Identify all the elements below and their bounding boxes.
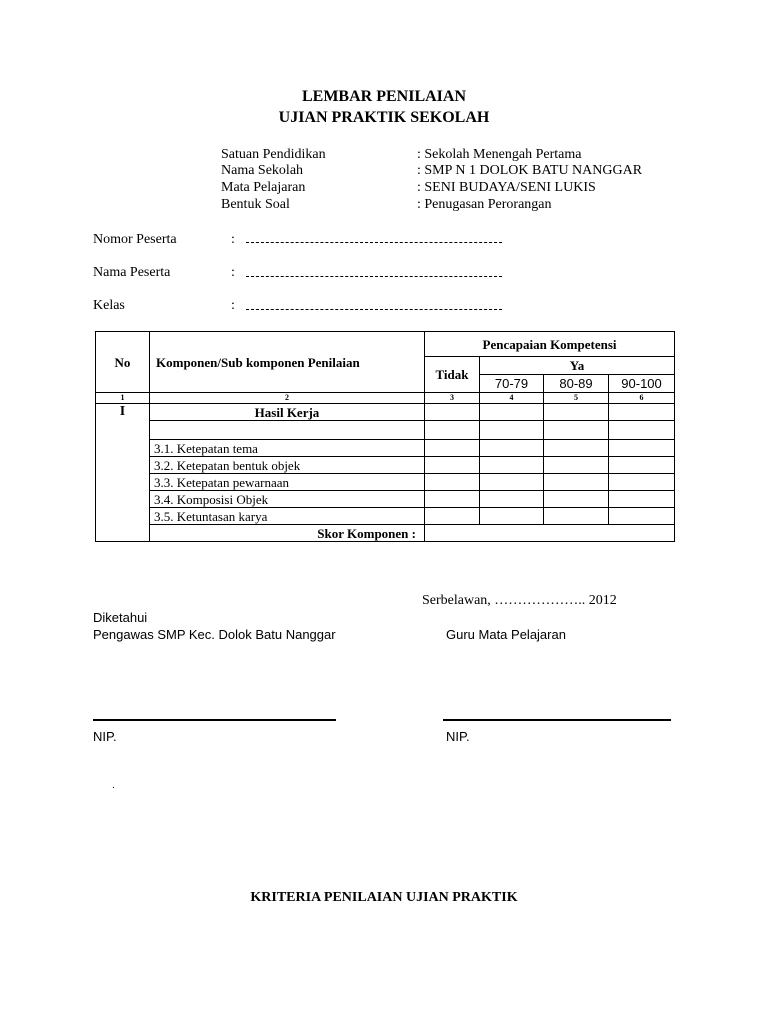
assessment-table xyxy=(95,331,675,542)
col-number-2: 2 xyxy=(150,393,425,404)
component-item: 3.1. Ketepatan tema xyxy=(150,440,425,457)
header-component: Komponen/Sub komponen Penilaian xyxy=(150,332,425,393)
table-row xyxy=(96,508,675,525)
score-label: Skor Komponen : xyxy=(150,525,425,542)
table-header-row-1 xyxy=(96,332,675,357)
kelas-colon: : xyxy=(231,298,235,313)
score-cell[interactable] xyxy=(609,404,675,421)
score-cell[interactable] xyxy=(544,404,609,421)
score-cell[interactable] xyxy=(425,491,480,508)
header-range-1: 70-79 xyxy=(480,375,544,393)
stray-dot: . xyxy=(112,780,115,791)
nama-peserta-colon: : xyxy=(231,265,235,280)
component-item: 3.4. Komposisi Objek xyxy=(150,491,425,508)
table-section-row xyxy=(96,404,675,421)
component-cell xyxy=(150,421,425,440)
info-value-bentuk: : Penugasan Perorangan xyxy=(417,197,552,212)
table-row xyxy=(96,491,675,508)
kelas-blank[interactable] xyxy=(246,309,502,310)
col-number-5: 5 xyxy=(544,393,609,404)
supervisor-label: Pengawas SMP Kec. Dolok Batu Nanggar xyxy=(93,627,336,642)
signature-line-right xyxy=(443,719,671,721)
score-cell[interactable] xyxy=(480,421,544,440)
info-label-mapel: Mata Pelajaran xyxy=(221,180,306,195)
score-cell[interactable] xyxy=(480,404,544,421)
criteria-title: KRITERIA PENILAIAN UJIAN PRAKTIK xyxy=(250,890,518,905)
header-range-3: 90-100 xyxy=(609,375,675,393)
info-value-satuan: : Sekolah Menengah Pertama xyxy=(417,147,582,162)
score-cell[interactable] xyxy=(544,457,609,474)
score-cell[interactable] xyxy=(480,457,544,474)
header-no: No xyxy=(96,332,150,393)
score-cell[interactable] xyxy=(544,440,609,457)
col-number-1: 1 xyxy=(96,393,150,404)
score-cell[interactable] xyxy=(480,474,544,491)
table-number-row xyxy=(96,393,675,404)
acknowledged-label: Diketahui xyxy=(93,610,148,625)
component-item: 3.5. Ketuntasan karya xyxy=(150,508,425,525)
nip-left: NIP. xyxy=(93,729,117,744)
score-cell[interactable] xyxy=(425,457,480,474)
signature-line-left xyxy=(93,719,336,721)
teacher-label: Guru Mata Pelajaran xyxy=(446,627,566,642)
nomor-peserta-label: Nomor Peserta xyxy=(93,232,177,247)
score-cell[interactable] xyxy=(609,491,675,508)
component-item: 3.2. Ketepatan bentuk objek xyxy=(150,457,425,474)
nama-peserta-label: Nama Peserta xyxy=(93,265,171,280)
nomor-peserta-colon: : xyxy=(231,232,235,247)
info-label-sekolah: Nama Sekolah xyxy=(221,163,304,178)
score-cell[interactable] xyxy=(609,474,675,491)
page-subtitle: UJIAN PRAKTIK SEKOLAH xyxy=(278,109,490,126)
score-cell[interactable] xyxy=(544,508,609,525)
col-number-3: 3 xyxy=(425,393,480,404)
table-score-row xyxy=(96,525,675,542)
info-value-sekolah: : SMP N 1 DOLOK BATU NANGGAR xyxy=(417,163,643,178)
table-row xyxy=(96,474,675,491)
total-score-cell[interactable] xyxy=(425,525,675,542)
score-cell[interactable] xyxy=(544,491,609,508)
place-date: Serbelawan, ……………….. 2012 xyxy=(422,593,617,608)
section-title: Hasil Kerja xyxy=(150,404,425,421)
header-range-2: 80-89 xyxy=(544,375,609,393)
score-cell[interactable] xyxy=(609,421,675,440)
score-cell[interactable] xyxy=(609,457,675,474)
score-cell[interactable] xyxy=(544,474,609,491)
score-cell[interactable] xyxy=(480,508,544,525)
table-row xyxy=(96,440,675,457)
nip-right: NIP. xyxy=(446,729,470,744)
table-row xyxy=(96,457,675,474)
nomor-peserta-blank[interactable] xyxy=(246,242,502,243)
score-cell[interactable] xyxy=(425,404,480,421)
score-cell[interactable] xyxy=(425,474,480,491)
col-number-6: 6 xyxy=(609,393,675,404)
score-cell[interactable] xyxy=(480,491,544,508)
page-title: LEMBAR PENILAIAN xyxy=(301,88,466,105)
component-item: 3.3. Ketepatan pewarnaan xyxy=(150,474,425,491)
header-tidak: Tidak xyxy=(425,357,480,393)
header-ya: Ya xyxy=(480,357,675,375)
score-cell[interactable] xyxy=(425,421,480,440)
col-number-4: 4 xyxy=(480,393,544,404)
info-value-mapel: : SENI BUDAYA/SENI LUKIS xyxy=(417,180,596,195)
section-no: I xyxy=(96,404,150,542)
table-row xyxy=(96,421,675,440)
score-cell[interactable] xyxy=(480,440,544,457)
info-label-satuan: Satuan Pendidikan xyxy=(221,147,326,162)
score-cell[interactable] xyxy=(544,421,609,440)
score-cell[interactable] xyxy=(425,508,480,525)
nama-peserta-blank[interactable] xyxy=(246,276,502,277)
header-achievement: Pencapaian Kompetensi xyxy=(425,332,675,357)
score-cell[interactable] xyxy=(609,508,675,525)
score-cell[interactable] xyxy=(609,440,675,457)
kelas-label: Kelas xyxy=(93,298,125,313)
info-label-bentuk: Bentuk Soal xyxy=(221,197,290,212)
score-cell[interactable] xyxy=(425,440,480,457)
